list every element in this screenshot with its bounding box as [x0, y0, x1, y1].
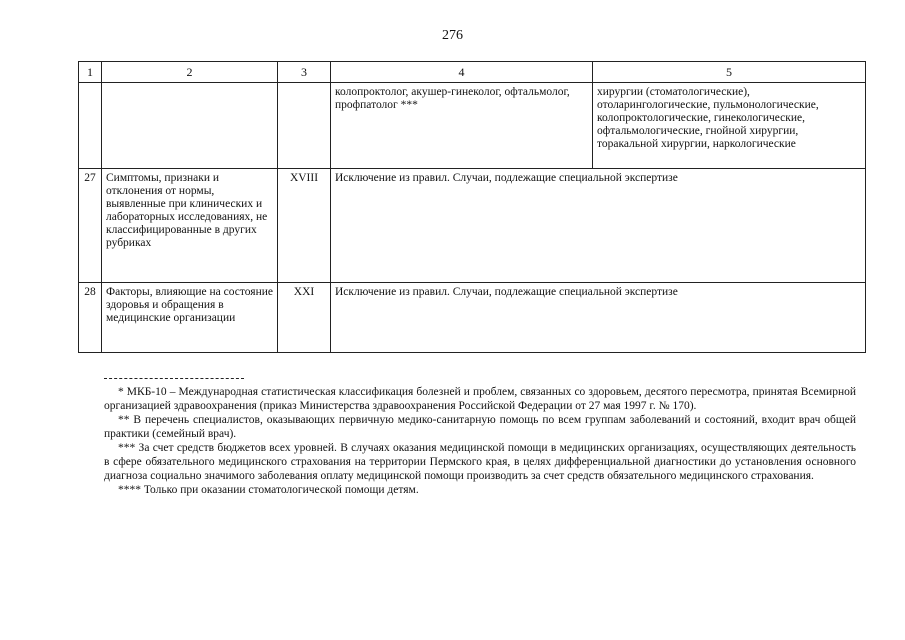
row-name: Факторы, влияющие на состояние здоровья и обращения в медицинские организации: [102, 283, 278, 353]
header-col-3: 3: [278, 62, 331, 83]
row-number: 27: [79, 169, 102, 283]
row-note: Исключение из правил. Случаи, подлежащие специальной экспертизе: [331, 169, 866, 283]
row-note: Исключение из правил. Случаи, подлежащие специальной экспертизе: [331, 283, 866, 353]
row-class: XVIII: [278, 169, 331, 283]
footnotes: [104, 378, 856, 497]
row-name: Симптомы, признаки и отклонения от нормы, выявленные при клинических и лабораторных исследованиях, не классифицированные в других рубриках: [102, 169, 278, 283]
table-row-continuation: [79, 83, 866, 169]
header-col-5: 5: [593, 62, 866, 83]
table-row: [79, 283, 866, 353]
footnote-icd10: * МКБ-10 – Международная статистическая классификация болезней и проблем, связанных со здоровьем, десятого пересмотра, принятая Всемирной организацией здравоохранения (приказ Министерства здравоохранения Российской Федерации от 27 мая 1997 г. № 170).: [104, 386, 856, 412]
cell-empty: [102, 83, 278, 169]
footnote-separator: [104, 378, 244, 379]
footnote-dental: **** Только при оказании стоматологической помощи детям.: [118, 484, 419, 496]
footnote-budget: *** За счет средств бюджетов всех уровней. В случаях оказания медицинской помощи в медицинских организациях, осуществляющих деятельность в сфере обязательного медицинского страхования на территории Пермского края, в целях дифференциальной диагностики до установления основного диагноза социально значимого заболевания оплату медицинской помощи производить за счет средств обязательного медицинского страхования.: [104, 442, 856, 482]
header-col-4: 4: [331, 62, 593, 83]
page-number: 276: [442, 28, 463, 43]
cell-departments: хирургии (стоматологические), отоларингологические, пульмонологические, колопроктологические, гинекологические, офтальмологические, гнойной хирургии, торакальной хирургии, наркологические: [593, 83, 866, 169]
cell-empty: [79, 83, 102, 169]
table-header-row: [79, 62, 866, 83]
table-row: [79, 169, 866, 283]
footnote-specialists: ** В перечень специалистов, оказывающих первичную медико-санитарную помощь по всем группам заболеваний и состояний, входит врач общей практики (семейный врач).: [104, 414, 856, 440]
header-col-2: 2: [102, 62, 278, 83]
row-class: XXI: [278, 283, 331, 353]
row-number: 28: [79, 283, 102, 353]
header-col-1: 1: [79, 62, 102, 83]
cell-specialists: колопроктолог, акушер-гинеколог, офтальмолог, профпатолог ***: [331, 83, 593, 169]
cell-empty: [278, 83, 331, 169]
diagnosis-table: [78, 61, 866, 353]
